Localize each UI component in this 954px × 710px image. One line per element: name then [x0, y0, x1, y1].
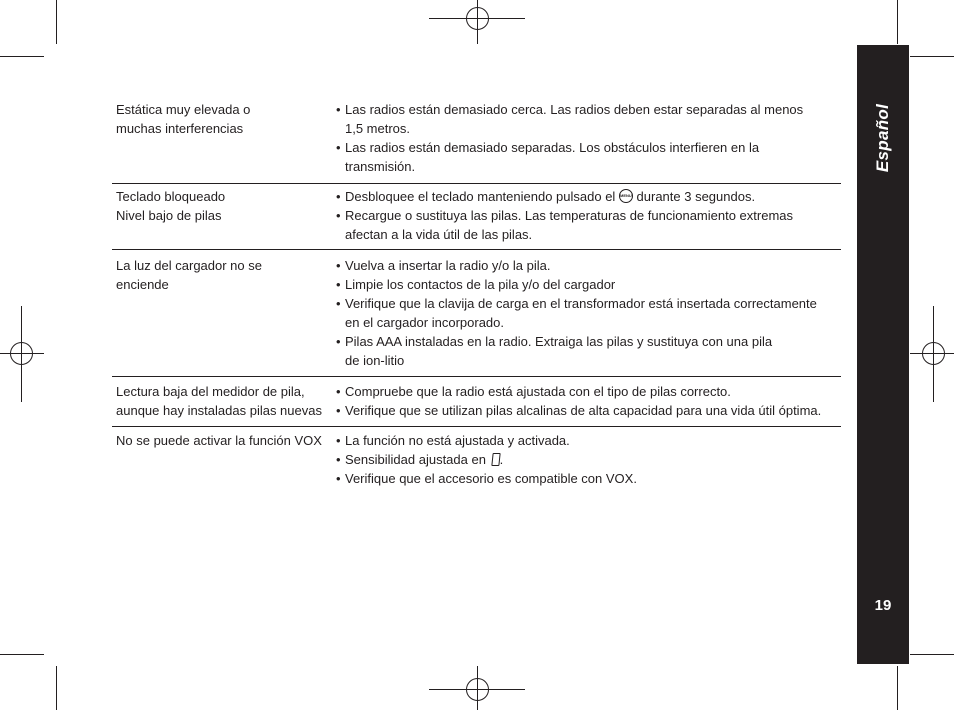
problem-cell — [116, 187, 331, 225]
problem-text: La luz del cargador no se — [116, 258, 262, 273]
solution-text: • Compruebe que la radio está ajustada con el tipo de pilas correcto. — [345, 384, 731, 399]
solution-item — [336, 382, 844, 401]
solution-item — [336, 469, 844, 488]
solution-item — [336, 450, 844, 469]
menu-button-icon: MENU — [619, 189, 633, 203]
solution-item — [336, 294, 844, 332]
crop-mark — [897, 666, 898, 710]
solution-cell — [336, 382, 844, 420]
language-label: Español — [873, 103, 892, 173]
solution-item — [336, 275, 844, 294]
solution-text: 1,5 metros. — [345, 121, 411, 136]
row-divider — [112, 183, 841, 184]
solution-text: en el cargador incorporado. — [345, 315, 504, 330]
problem-text: Lectura baja del medidor de pila, — [116, 384, 305, 399]
problem-cell — [116, 100, 331, 138]
solution-text: afectan a la vida útil de las pilas. — [345, 227, 533, 242]
page-number: 19 — [874, 597, 892, 614]
solution-text: Sensibilidad ajustada en — [345, 452, 490, 467]
crop-mark — [910, 56, 954, 57]
solution-text: • Pilas AAA instaladas en la radio. Extraiga las pilas y sustituya con una pila — [345, 334, 773, 349]
solution-cell — [336, 431, 844, 488]
solution-text: • Las radios están demasiado cerca. Las radios deben estar separadas al menos — [345, 102, 804, 117]
solution-item — [336, 187, 844, 206]
crop-mark — [0, 654, 44, 655]
solution-text: durante 3 segundos. — [632, 189, 756, 204]
problem-text: enciende — [116, 277, 169, 292]
row-divider — [112, 376, 841, 377]
problem-text: muchas interferencias — [116, 121, 244, 136]
solution-cell — [336, 100, 844, 176]
crop-mark — [56, 666, 57, 710]
problem-text: Teclado bloqueado — [116, 189, 226, 204]
crop-mark — [897, 0, 898, 44]
solution-text: • Verifique que se utilizan pilas alcalinas de alta capacidad para una vida útil óptima. — [345, 403, 822, 418]
problem-text: No se puede activar la función VOX — [116, 433, 322, 448]
solution-cell — [336, 187, 844, 244]
solution-cell — [336, 256, 844, 370]
solution-item — [336, 256, 844, 275]
solution-text: • Las radios están demasiado separadas. Los obstáculos interfieren en la — [345, 140, 760, 155]
solution-text: . — [499, 452, 504, 467]
solution-item — [336, 138, 844, 176]
problem-text: Nivel bajo de pilas — [116, 208, 222, 223]
solution-text: • La función no está ajustada y activada. — [345, 433, 570, 448]
solution-text: • Vuelva a insertar la radio y/o la pila. — [345, 258, 551, 273]
crop-mark — [0, 56, 44, 57]
row-divider — [112, 249, 841, 250]
solution-text: • Limpie los contactos de la pila y/o del cargador — [345, 277, 616, 292]
problem-cell — [116, 256, 331, 294]
solution-text: • Verifique que el accesorio es compatible con VOX. — [345, 471, 637, 486]
problem-cell — [116, 382, 331, 420]
row-divider — [112, 426, 841, 427]
solution-text: Desbloquee el teclado manteniendo pulsado el — [345, 189, 619, 204]
solution-text: de ion-litio — [345, 353, 405, 368]
lcd-zero-icon — [491, 453, 500, 466]
problem-text: aunque hay instaladas pilas nuevas — [116, 403, 322, 418]
solution-text: • Verifique que la clavija de carga en el transformador está insertada correctamente — [345, 296, 817, 311]
problem-cell — [116, 431, 331, 450]
solution-item — [336, 332, 844, 370]
solution-item — [336, 401, 844, 420]
crop-mark — [56, 0, 57, 44]
solution-text: transmisión. — [345, 159, 416, 174]
crop-mark — [910, 654, 954, 655]
problem-text: Estática muy elevada o — [116, 102, 251, 117]
solution-item — [336, 431, 844, 450]
solution-text: • Recargue o sustituya las pilas. Las temperaturas de funcionamiento extremas — [345, 208, 794, 223]
solution-item — [336, 100, 844, 138]
solution-item — [336, 206, 844, 244]
